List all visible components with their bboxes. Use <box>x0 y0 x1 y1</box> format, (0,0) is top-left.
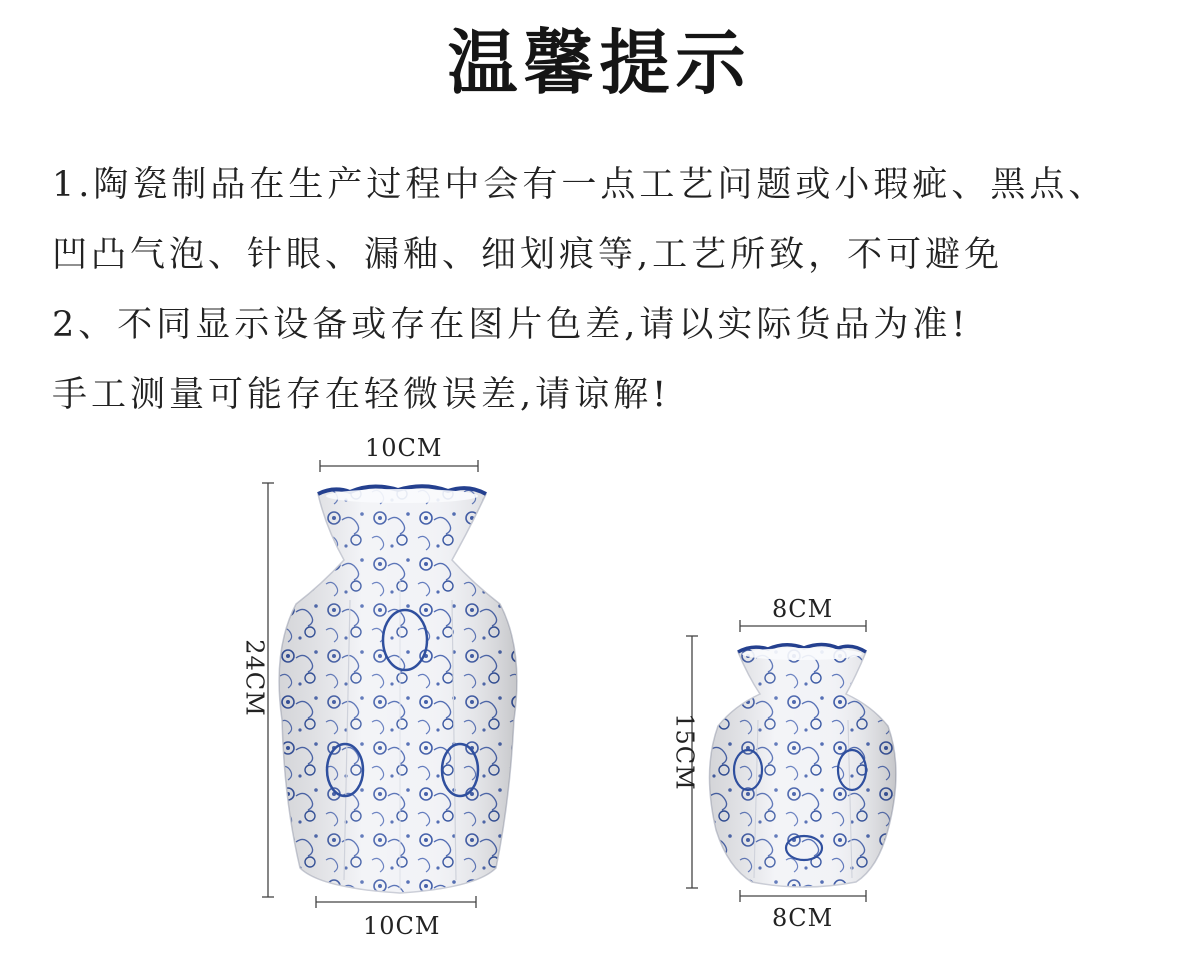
large-vase-image <box>279 486 517 893</box>
note-line-4: 手工测量可能存在轻微误差,请谅解! <box>52 375 671 415</box>
large-vase-height: 24CM <box>240 639 269 717</box>
small-vase-image <box>709 645 896 888</box>
large-vase-bottom-width: 10CM <box>363 912 441 940</box>
small-vase-top-width: 8CM <box>772 595 834 623</box>
small-vase-height: 15CM <box>670 713 699 791</box>
note-line-1: 1.陶瓷制品在生产过程中会有一点工艺问题或小瑕疵、黑点、 <box>52 165 1108 205</box>
page-title: 温馨提示 <box>447 21 752 104</box>
large-vase-top-width: 10CM <box>365 434 443 462</box>
note-line-3: 2、不同显示设备或存在图片色差,请以实际货品为准! <box>52 305 970 345</box>
note-line-2: 凹凸气泡、针眼、漏釉、细划痕等,工艺所致，不可避免 <box>52 235 1004 275</box>
small-vase-bottom-width: 8CM <box>772 904 834 932</box>
